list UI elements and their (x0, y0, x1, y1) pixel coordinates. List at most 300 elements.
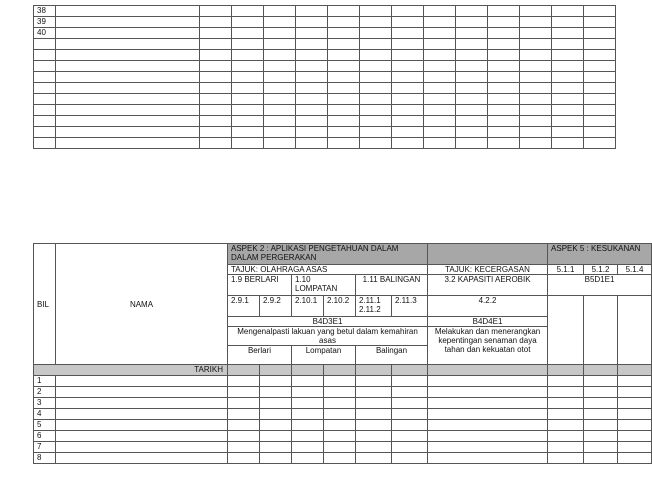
table-cell (392, 105, 424, 116)
table-cell (360, 50, 392, 61)
table-cell (56, 72, 200, 83)
table-cell (56, 105, 200, 116)
table-cell (424, 127, 456, 138)
tarikh-label: TARIKH (34, 365, 228, 376)
table-cell (356, 376, 392, 387)
table-cell (228, 442, 260, 453)
table-cell (260, 398, 292, 409)
table-cell (296, 138, 328, 149)
table-cell (618, 387, 652, 398)
table-cell (488, 116, 520, 127)
top-table-row (34, 72, 616, 83)
table-cell (228, 376, 260, 387)
balingan-1-11: 1.11 BALINGAN (356, 275, 428, 296)
table-cell (34, 116, 56, 127)
table-cell (200, 83, 232, 94)
table-cell (296, 17, 328, 28)
row-number: 5 (34, 420, 56, 431)
table-row (34, 420, 652, 431)
b4d4e1: B4D4E1 (428, 317, 548, 327)
table-cell (520, 127, 552, 138)
table-cell (56, 431, 228, 442)
berlari-1-9: 1.9 BERLARI (228, 275, 292, 296)
table-cell (56, 28, 200, 39)
table-cell (584, 398, 618, 409)
table-cell (584, 105, 616, 116)
table-cell (520, 28, 552, 39)
table-cell (552, 105, 584, 116)
tajuk-olahraga: TAJUK: OLAHRAGA ASAS (228, 265, 428, 275)
table-cell (520, 6, 552, 17)
table-cell (264, 127, 296, 138)
table-cell (260, 387, 292, 398)
table-cell (552, 116, 584, 127)
sub-5-1-2: 5.1.2 (584, 265, 618, 275)
table-row (34, 398, 652, 409)
table-cell (56, 376, 228, 387)
table-cell (292, 376, 324, 387)
top-table-row (34, 94, 616, 105)
table-cell (488, 61, 520, 72)
table-cell (428, 409, 548, 420)
table-cell (584, 6, 616, 17)
table-cell (360, 83, 392, 94)
table-cell (360, 72, 392, 83)
table-cell (584, 453, 618, 464)
table-cell (424, 50, 456, 61)
table-cell (260, 409, 292, 420)
b4d3e1: B4D3E1 (228, 317, 428, 327)
table-cell (56, 94, 200, 105)
table-cell (292, 409, 324, 420)
table-cell (520, 17, 552, 28)
table-cell (424, 138, 456, 149)
table-cell (232, 127, 264, 138)
table-cell (296, 28, 328, 39)
table-cell (296, 105, 328, 116)
table-cell (324, 431, 356, 442)
table-cell (428, 431, 548, 442)
table-cell (584, 50, 616, 61)
table-cell (392, 376, 428, 387)
table-cell (456, 72, 488, 83)
top-table-row (34, 61, 616, 72)
table-cell (584, 83, 616, 94)
table-cell (488, 72, 520, 83)
table-cell (552, 127, 584, 138)
table-cell (584, 28, 616, 39)
top-table-row (34, 6, 616, 17)
table-cell (34, 94, 56, 105)
table-cell (552, 72, 584, 83)
top-table-row (34, 50, 616, 61)
table-cell (428, 398, 548, 409)
table-cell (552, 138, 584, 149)
table-cell (296, 6, 328, 17)
table-cell (584, 94, 616, 105)
table-cell (228, 409, 260, 420)
table-cell (456, 116, 488, 127)
table-cell (392, 116, 424, 127)
code-2-10-1: 2.10.1 (292, 296, 324, 317)
row-number: 4 (34, 409, 56, 420)
table-row (34, 387, 652, 398)
table-cell (200, 61, 232, 72)
table-cell (360, 138, 392, 149)
table-row (34, 431, 652, 442)
table-cell (456, 39, 488, 50)
table-cell (264, 83, 296, 94)
table-cell (618, 453, 652, 464)
table-cell (56, 17, 200, 28)
top-table-row (34, 28, 616, 39)
table-cell (56, 61, 200, 72)
row-number: 39 (34, 17, 56, 28)
table-cell (428, 453, 548, 464)
table-cell (392, 72, 424, 83)
row-number: 40 (34, 28, 56, 39)
aspek5-header: ASPEK 5 : KESUKANAN (548, 244, 652, 265)
table-cell (424, 6, 456, 17)
table-cell (424, 61, 456, 72)
table-cell (56, 6, 200, 17)
table-cell (56, 138, 200, 149)
table-cell (392, 6, 424, 17)
table-cell (456, 127, 488, 138)
table-cell (356, 420, 392, 431)
table-cell (56, 409, 228, 420)
table-cell (360, 94, 392, 105)
kapasiti-3-2: 3.2 KAPASITI AEROBIK (428, 275, 548, 296)
table-cell (232, 72, 264, 83)
blank-5-1-1 (548, 296, 584, 365)
top-table-row (34, 83, 616, 94)
table-cell (228, 387, 260, 398)
table-cell (392, 442, 428, 453)
table-cell (264, 6, 296, 17)
table-cell (488, 83, 520, 94)
table-cell (456, 94, 488, 105)
table-cell (200, 6, 232, 17)
table-cell (584, 431, 618, 442)
table-cell (548, 431, 584, 442)
table-cell (392, 138, 424, 149)
table-row (34, 376, 652, 387)
table-cell (520, 105, 552, 116)
table-cell (296, 61, 328, 72)
table-cell (228, 398, 260, 409)
table-cell (488, 39, 520, 50)
table-cell (56, 442, 228, 453)
table-cell (296, 116, 328, 127)
table-cell (296, 72, 328, 83)
table-cell (232, 94, 264, 105)
table-cell (292, 387, 324, 398)
table-cell (488, 105, 520, 116)
table-cell (264, 105, 296, 116)
bil-header: BIL (34, 244, 56, 365)
table-row (34, 442, 652, 453)
table-cell (264, 116, 296, 127)
code-2-11-1: 2.11.1 2.11.2 (356, 296, 392, 317)
table-cell (520, 138, 552, 149)
table-cell (296, 39, 328, 50)
table-cell (264, 28, 296, 39)
table-cell (34, 50, 56, 61)
table-cell (324, 420, 356, 431)
table-cell (328, 50, 360, 61)
table-cell (324, 376, 356, 387)
table-row (34, 453, 652, 464)
table-cell (456, 138, 488, 149)
table-cell (428, 387, 548, 398)
table-cell (584, 127, 616, 138)
table-cell (260, 420, 292, 431)
table-cell (328, 94, 360, 105)
top-table-row (34, 39, 616, 50)
blank-5-1-4 (618, 296, 652, 365)
table-cell (296, 50, 328, 61)
top-table-row (34, 105, 616, 116)
table-cell (360, 116, 392, 127)
table-cell (552, 17, 584, 28)
top-table-row (34, 138, 616, 149)
table-cell (392, 409, 428, 420)
row-number: 1 (34, 376, 56, 387)
table-cell (56, 39, 200, 50)
b5d1e1: B5D1E1 (548, 275, 652, 296)
table-cell (584, 116, 616, 127)
table-cell (548, 376, 584, 387)
table-cell (232, 6, 264, 17)
row-number: 7 (34, 442, 56, 453)
table-cell (424, 39, 456, 50)
table-cell (292, 442, 324, 453)
table-cell (328, 6, 360, 17)
table-cell (260, 376, 292, 387)
table-cell (356, 431, 392, 442)
table-cell (232, 28, 264, 39)
table-cell (456, 28, 488, 39)
table-cell (328, 83, 360, 94)
table-cell (552, 50, 584, 61)
table-cell (200, 17, 232, 28)
table-cell (548, 420, 584, 431)
table-cell (618, 409, 652, 420)
table-cell (456, 17, 488, 28)
table-cell (356, 442, 392, 453)
code-4-2-2: 4.2.2 (428, 296, 548, 317)
table-cell (328, 127, 360, 138)
table-cell (548, 409, 584, 420)
table-cell (456, 50, 488, 61)
desc-left: Mengenalpasti lakuan yang betul dalam kemahiran asas (228, 327, 428, 346)
table-cell (34, 83, 56, 94)
sub-5-1-4: 5.1.4 (618, 265, 652, 275)
table-cell (552, 61, 584, 72)
table-cell (360, 39, 392, 50)
row-number: 3 (34, 398, 56, 409)
table-cell (34, 105, 56, 116)
table-cell (552, 83, 584, 94)
table-cell (548, 453, 584, 464)
top-table (33, 5, 616, 149)
table-cell (360, 61, 392, 72)
table-cell (392, 50, 424, 61)
table-cell (584, 420, 618, 431)
table-cell (488, 28, 520, 39)
table-cell (328, 17, 360, 28)
tajuk-kecergasan: TAJUK: KECERGASAN (428, 265, 548, 275)
table-cell (488, 138, 520, 149)
table-cell (232, 116, 264, 127)
table-cell (296, 83, 328, 94)
table-cell (324, 409, 356, 420)
table-cell (200, 50, 232, 61)
table-cell (264, 94, 296, 105)
col-lompatan: Lompatan (292, 346, 356, 365)
table-cell (232, 83, 264, 94)
table-cell (392, 398, 428, 409)
table-cell (552, 6, 584, 17)
code-2-9-2: 2.9.2 (260, 296, 292, 317)
table-cell (392, 420, 428, 431)
table-cell (488, 94, 520, 105)
table-cell (584, 39, 616, 50)
table-cell (584, 138, 616, 149)
desc-right: Melakukan dan menerangkan kepentingan senaman daya tahan dan kekuatan otot (428, 327, 548, 365)
table-cell (56, 453, 228, 464)
table-cell (356, 453, 392, 464)
table-cell (618, 376, 652, 387)
table-cell (584, 387, 618, 398)
table-cell (488, 50, 520, 61)
table-cell (292, 431, 324, 442)
table-cell (324, 442, 356, 453)
table-cell (356, 387, 392, 398)
table-cell (292, 420, 324, 431)
table-cell (428, 376, 548, 387)
table-cell (552, 39, 584, 50)
table-cell (520, 61, 552, 72)
table-cell (34, 127, 56, 138)
row-number: 2 (34, 387, 56, 398)
table-cell (392, 61, 424, 72)
table-cell (324, 398, 356, 409)
aspek2-header-fill (428, 244, 548, 265)
code-2-10-2: 2.10.2 (324, 296, 356, 317)
table-cell (260, 453, 292, 464)
row-number: 38 (34, 6, 56, 17)
table-cell (424, 28, 456, 39)
row-number: 6 (34, 431, 56, 442)
table-cell (34, 72, 56, 83)
table-cell (548, 387, 584, 398)
table-cell (260, 442, 292, 453)
table-cell (324, 453, 356, 464)
table-cell (328, 61, 360, 72)
table-cell (328, 72, 360, 83)
table-cell (618, 398, 652, 409)
table-cell (584, 17, 616, 28)
table-cell (264, 72, 296, 83)
table-cell (232, 50, 264, 61)
table-cell (424, 17, 456, 28)
code-2-11-3: 2.11.3 (392, 296, 428, 317)
table-cell (200, 28, 232, 39)
table-cell (392, 17, 424, 28)
table-cell (360, 17, 392, 28)
table-row (34, 409, 652, 420)
table-cell (424, 72, 456, 83)
table-cell (520, 83, 552, 94)
table-cell (264, 50, 296, 61)
table-cell (56, 420, 228, 431)
table-cell (584, 72, 616, 83)
table-cell (520, 72, 552, 83)
table-cell (264, 138, 296, 149)
table-cell (424, 105, 456, 116)
table-cell (296, 94, 328, 105)
table-cell (56, 83, 200, 94)
table-cell (200, 127, 232, 138)
table-cell (324, 387, 356, 398)
col-berlari: Berlari (228, 346, 292, 365)
table-cell (328, 28, 360, 39)
table-cell (200, 39, 232, 50)
table-cell (34, 39, 56, 50)
col-balingan: Balingan (356, 346, 428, 365)
table-cell (264, 17, 296, 28)
table-cell (548, 398, 584, 409)
table-cell (618, 442, 652, 453)
table-cell (488, 17, 520, 28)
table-cell (392, 94, 424, 105)
top-table-row (34, 17, 616, 28)
table-cell (56, 387, 228, 398)
table-cell (56, 116, 200, 127)
code-2-9-1: 2.9.1 (228, 296, 260, 317)
table-cell (520, 50, 552, 61)
table-cell (584, 442, 618, 453)
table-cell (552, 94, 584, 105)
table-cell (392, 39, 424, 50)
table-cell (618, 420, 652, 431)
table-cell (428, 420, 548, 431)
row-number: 8 (34, 453, 56, 464)
table-cell (232, 138, 264, 149)
table-cell (424, 116, 456, 127)
table-cell (392, 387, 428, 398)
nama-header: NAMA (56, 244, 228, 365)
table-cell (618, 431, 652, 442)
table-cell (56, 398, 228, 409)
lompatan-1-10: 1.10 LOMPATAN (292, 275, 356, 296)
table-cell (488, 127, 520, 138)
table-cell (228, 431, 260, 442)
table-cell (428, 442, 548, 453)
table-cell (232, 17, 264, 28)
assessment-table (33, 243, 652, 464)
table-cell (456, 83, 488, 94)
aspek2-header: ASPEK 2 : APLIKASI PENGETAHUAN DALAM DALAM PERGERAKAN (228, 244, 428, 265)
sub-5-1-1: 5.1.1 (548, 265, 584, 275)
table-cell (292, 398, 324, 409)
table-cell (392, 453, 428, 464)
table-cell (488, 6, 520, 17)
table-cell (552, 28, 584, 39)
table-cell (200, 94, 232, 105)
